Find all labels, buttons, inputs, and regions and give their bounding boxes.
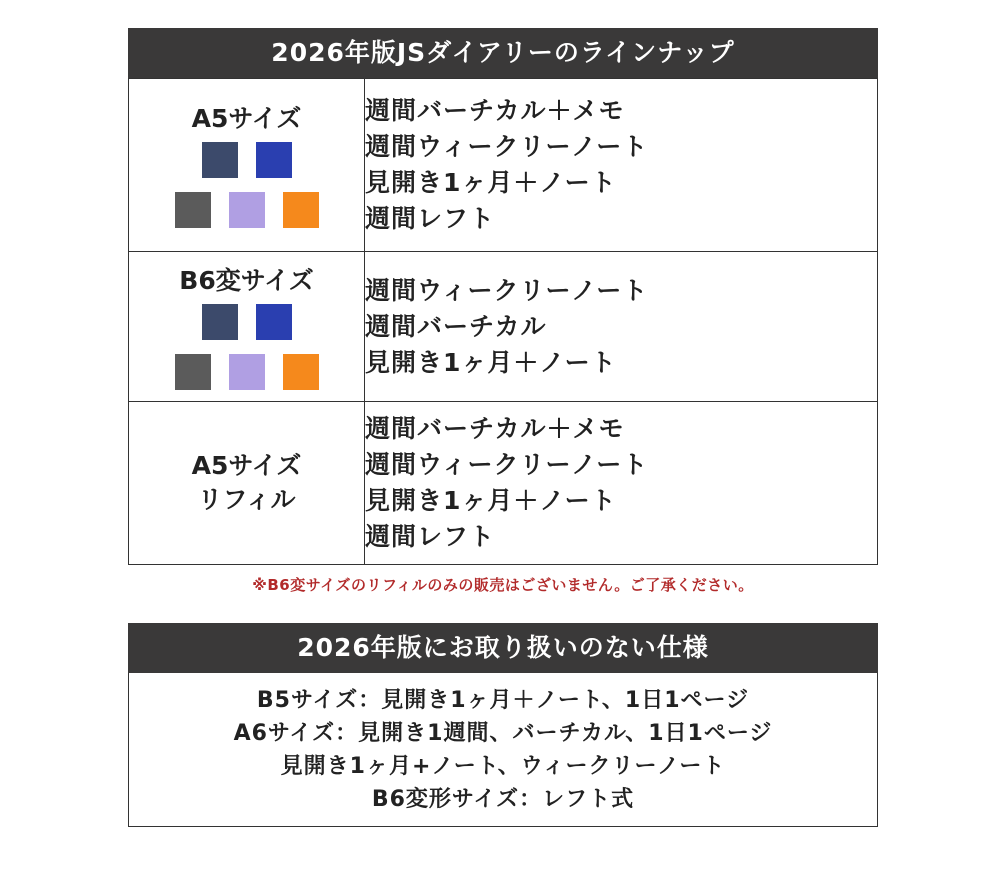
lineup-title: 2026年版JSダイアリーのラインナップ [128,28,878,78]
plan-item: 週間バーチカル＋メモ [365,96,625,125]
plan-item: 見開き1ヶ月＋ノート [365,486,617,515]
size-cell [129,79,365,252]
plan-item: 週間レフト [365,522,496,551]
size-name: A5サイズ [191,451,302,480]
color-swatch-lavender [229,354,265,390]
table-row [129,402,878,565]
table-row [129,252,878,402]
plan-item: 週間バーチカル [365,311,547,341]
unavailable-panel [128,623,878,827]
plan-item: 見開き1ヶ月＋ノート [365,347,617,377]
plans-cell [365,402,878,565]
unavailable-list [128,673,878,827]
lineup-table [128,78,878,565]
color-swatch-navy [202,142,238,178]
color-swatches [129,304,364,390]
color-swatch-orange [283,192,319,228]
unavailable-item: A6サイズ：見開き1週間、バーチカル、1日1ページ [233,720,773,746]
color-swatches [129,142,364,228]
plan-item: 週間ウィークリーノート [365,132,649,161]
plan-item: 週間バーチカル＋メモ [365,414,625,443]
color-swatch-gray [175,192,211,228]
unavailable-title: 2026年版にお取り扱いのない仕様 [128,623,878,673]
color-swatch-orange [283,354,319,390]
size-name-sub: リフィル [197,485,296,514]
plan-item: 週間ウィークリーノート [365,275,649,305]
plans-cell [365,252,878,402]
unavailable-item: 見開き1ヶ月+ノート、ウィークリーノート [280,753,726,779]
color-swatch-navy [202,304,238,340]
color-swatch-gray [175,354,211,390]
table-row [129,79,878,252]
color-swatch-blue [256,142,292,178]
size-cell [129,402,365,565]
size-name: B6変サイズ [179,265,314,295]
unavailable-item: B6変形サイズ：レフト式 [371,786,635,812]
plans-cell [365,79,878,252]
lineup-panel [128,28,878,565]
refill-note: ※B6変サイズのリフィルのみの販売はございません。ご了承ください。 [252,576,754,594]
plan-item: 週間レフト [365,204,496,233]
color-swatch-lavender [229,192,265,228]
unavailable-item: B5サイズ：見開き1ヶ月＋ノート、1日1ページ [256,687,750,713]
plan-item: 週間ウィークリーノート [365,450,649,479]
plan-item: 見開き1ヶ月＋ノート [365,168,617,197]
color-swatch-blue [256,304,292,340]
size-name: A5サイズ [191,104,302,133]
size-cell [129,252,365,402]
